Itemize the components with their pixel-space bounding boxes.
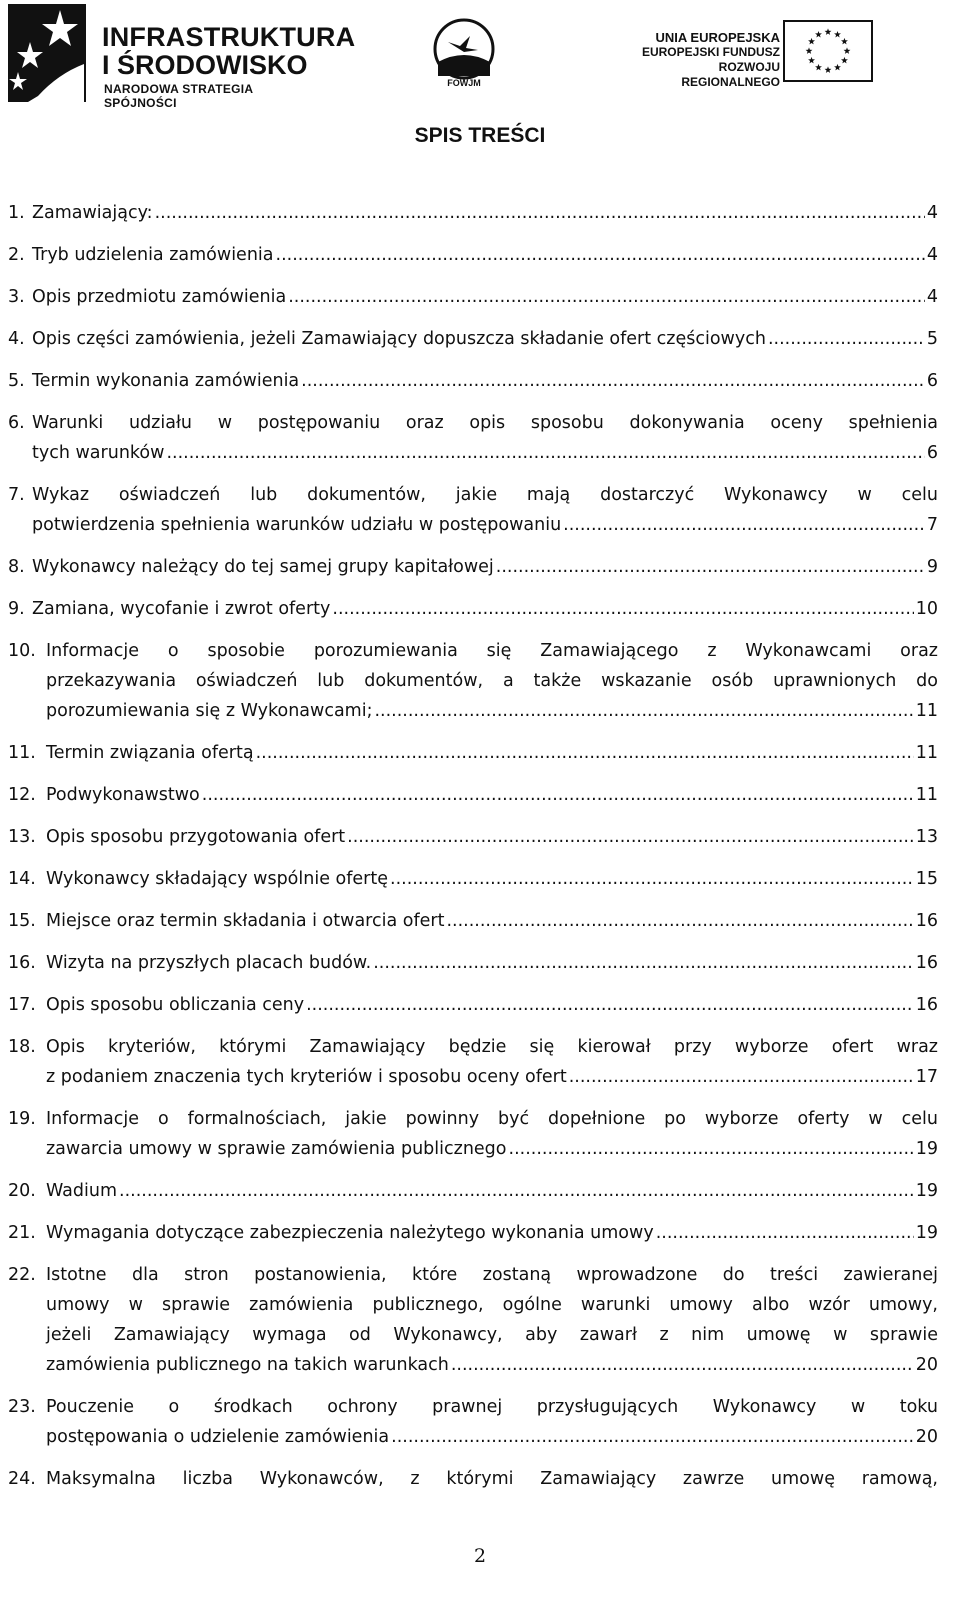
- toc-entry-text: zamówienia publicznego na takich warunkach: [46, 1355, 449, 1375]
- toc-entry-number: 2.: [8, 245, 25, 265]
- toc-dot-leader: [288, 282, 925, 312]
- toc-page-number: 4: [926, 287, 938, 307]
- eu-line-2: EUROPEJSKI FUNDUSZ: [641, 45, 780, 59]
- toc-dot-leader: [446, 906, 913, 936]
- toc-entry-number: 19.: [8, 1109, 36, 1129]
- toc-entry-text: postępowania o udzielenie zamówienia: [46, 1427, 390, 1447]
- toc-entry-number: 14.: [8, 869, 36, 889]
- toc-page-number: 19: [915, 1139, 938, 1159]
- toc-entry[interactable]: [8, 948, 938, 978]
- toc-entry-text: przekazywania oświadczeń lub dokumentów, a także wskazanie osób uprawnionych do: [46, 671, 938, 691]
- toc-entry-text: Termin wykonania zamówienia: [32, 371, 300, 391]
- eu-line-1: UNIA EUROPEJSKA: [655, 30, 780, 45]
- eu-line-3: ROZWOJU REGIONALNEGO: [681, 60, 780, 89]
- toc-entry-number: 7.: [8, 485, 25, 505]
- logo-line-3: NARODOWA STRATEGIA SPÓJNOŚCI: [104, 82, 253, 110]
- toc-entry-text: Tryb udzielenia zamówienia: [32, 245, 274, 265]
- toc-entry[interactable]: [8, 198, 938, 228]
- toc-page-number: 11: [915, 701, 938, 721]
- toc-entry-number: 9.: [8, 599, 25, 619]
- toc-page-number: 15: [915, 869, 938, 889]
- toc-dot-leader: [119, 1176, 914, 1206]
- toc-page-number: 11: [915, 785, 938, 805]
- toc-page-number: 4: [926, 245, 938, 265]
- toc-entry-text: Pouczenie o środkach ochrony prawnej przysługujących Wykonawcy w toku: [46, 1397, 938, 1417]
- toc-dot-leader: [509, 1134, 914, 1164]
- toc-entry[interactable]: [8, 906, 938, 936]
- toc-entry-number: 8.: [8, 557, 25, 577]
- toc-entry-number: 24.: [8, 1469, 36, 1489]
- toc-entry-text: Wadium: [46, 1181, 118, 1201]
- toc-entry-text: Opis sposobu przygotowania ofert: [46, 827, 346, 847]
- logo-line-1: INFRASTRUKTURA: [102, 22, 356, 52]
- toc-entry[interactable]: [8, 408, 938, 468]
- toc-entry-number: 11.: [8, 743, 36, 763]
- fowjm-caption: FOWJM: [447, 78, 481, 88]
- toc-entry[interactable]: [8, 990, 938, 1020]
- toc-dot-leader: [202, 780, 914, 810]
- toc-page-number: 6: [926, 443, 938, 463]
- toc-entry-text: umowy w sprawie zamówienia publicznego, ogólne warunki umowy albo wzór umowy,: [46, 1295, 938, 1315]
- toc-entry-text: tych warunków: [32, 443, 165, 463]
- toc-dot-leader: [373, 948, 914, 978]
- toc-entry-text: Miejsce oraz termin składania i otwarcia ofert: [46, 911, 445, 931]
- toc-entry-text: Wizyta na przyszłych placach budów.: [46, 953, 372, 973]
- toc-entry-number: 16.: [8, 953, 36, 973]
- eu-flag-icon: [783, 20, 873, 82]
- toc-dot-leader: [166, 438, 924, 468]
- toc-dot-leader: [301, 366, 925, 396]
- toc-page-number: 19: [915, 1223, 938, 1243]
- fowjm-logo: [430, 18, 500, 92]
- toc-dot-leader: [391, 1422, 914, 1452]
- toc-page-number: 9: [926, 557, 938, 577]
- toc-dot-leader: [563, 510, 925, 540]
- toc-entry-text: Podwykonawstwo: [46, 785, 200, 805]
- toc-entry-number: 1.: [8, 203, 25, 223]
- toc-entry-text: Wykonawcy składający wspólnie ofertę: [46, 869, 388, 889]
- toc-entry-text: jeżeli Zamawiający wymaga od Wykonawcy, aby zawarł z nim umowę w sprawie: [46, 1325, 938, 1345]
- toc-entry-text: Istotne dla stron postanowienia, które zostaną wprowadzone do treści zawieranej: [46, 1265, 938, 1285]
- toc-dot-leader: [374, 696, 913, 726]
- toc-page-number: 20: [915, 1427, 938, 1447]
- toc-entry-number: 20.: [8, 1181, 36, 1201]
- toc-dot-leader: [332, 594, 913, 624]
- toc-entry-number: 17.: [8, 995, 36, 1015]
- toc-entry[interactable]: [8, 780, 938, 810]
- table-of-contents: [8, 198, 938, 1506]
- toc-entry[interactable]: [8, 1218, 938, 1248]
- toc-page-number: 10: [915, 599, 938, 619]
- toc-page-number: 7: [926, 515, 938, 535]
- toc-entry-number: 18.: [8, 1037, 36, 1057]
- toc-entry[interactable]: [8, 738, 938, 768]
- toc-entry[interactable]: [8, 1176, 938, 1206]
- toc-entry[interactable]: [8, 1032, 938, 1092]
- toc-entry-text: Zamawiający:: [32, 203, 153, 223]
- toc-entry[interactable]: [8, 1260, 938, 1380]
- toc-page-number: 20: [915, 1355, 938, 1375]
- toc-dot-leader: [347, 822, 914, 852]
- toc-entry-text: zawarcia umowy w sprawie zamówienia publicznego: [46, 1139, 507, 1159]
- toc-entry-text: Wykaz oświadczeń lub dokumentów, jakie mają dostarczyć Wykonawcy w celu: [32, 485, 938, 505]
- toc-entry-number: 10.: [8, 641, 36, 661]
- toc-entry-text: Wykonawcy należący do tej samej grupy kapitałowej: [32, 557, 494, 577]
- toc-page-number: 16: [915, 953, 938, 973]
- toc-entry-text: potwierdzenia spełnienia warunków udziału w postępowaniu: [32, 515, 562, 535]
- toc-entry-number: 22.: [8, 1265, 36, 1285]
- toc-page-number: 5: [926, 329, 938, 349]
- toc-dot-leader: [451, 1350, 914, 1380]
- toc-entry[interactable]: [8, 282, 938, 312]
- toc-entry-text: Opis części zamówienia, jeżeli Zamawiający dopuszcza składanie ofert częściowych: [32, 329, 766, 349]
- toc-entry-number: 21.: [8, 1223, 36, 1243]
- toc-entry-number: 5.: [8, 371, 25, 391]
- fowjm-emblem-icon: [430, 18, 498, 80]
- toc-entry[interactable]: [8, 552, 938, 582]
- toc-page-number: 11: [915, 743, 938, 763]
- toc-page-number: 4: [926, 203, 938, 223]
- page-header: [0, 0, 960, 110]
- toc-dot-leader: [390, 864, 914, 894]
- toc-entry-number: 3.: [8, 287, 25, 307]
- toc-entry-text: Zamiana, wycofanie i zwrot oferty: [32, 599, 331, 619]
- toc-entry-text: porozumiewania się z Wykonawcami;: [46, 701, 373, 721]
- toc-page-number: 17: [915, 1067, 938, 1087]
- toc-dot-leader: [155, 198, 925, 228]
- toc-dot-leader: [276, 240, 925, 270]
- toc-dot-leader: [496, 552, 925, 582]
- toc-entry-number: 15.: [8, 911, 36, 931]
- toc-entry-text: Maksymalna liczba Wykonawców, z którymi Zamawiający zawrze umowę ramową,: [46, 1469, 938, 1489]
- infrastruktura-logo: [8, 2, 356, 110]
- toc-entry-text: Opis przedmiotu zamówienia: [32, 287, 287, 307]
- toc-entry-text: Wymagania dotyczące zabezpieczenia należytego wykonania umowy: [46, 1223, 654, 1243]
- toc-dot-leader: [768, 324, 925, 354]
- toc-entry-number: 4.: [8, 329, 25, 349]
- toc-entry[interactable]: [8, 822, 938, 852]
- toc-entry-text: Opis kryteriów, którymi Zamawiający będzie się kierował przy wyborze ofert wraz: [46, 1037, 938, 1057]
- toc-entry[interactable]: [8, 324, 938, 354]
- toc-page-number: 6: [926, 371, 938, 391]
- page-number: 2: [473, 1545, 487, 1567]
- toc-entry-text: Opis sposobu obliczania ceny: [46, 995, 305, 1015]
- toc-page-number: 16: [915, 911, 938, 931]
- toc-dot-leader: [256, 738, 914, 768]
- toc-entry[interactable]: [8, 1392, 938, 1452]
- toc-entry[interactable]: [8, 594, 938, 624]
- toc-entry[interactable]: [8, 366, 938, 396]
- toc-entry-number: 23.: [8, 1397, 36, 1417]
- logo-line-2: I ŚRODOWISKO: [102, 50, 308, 80]
- toc-entry-text: Warunki udziału w postępowaniu oraz opis sposobu dokonywania oceny spełnienia: [32, 413, 938, 433]
- toc-entry[interactable]: [8, 240, 938, 270]
- toc-dot-leader: [306, 990, 914, 1020]
- toc-entry[interactable]: [8, 636, 938, 726]
- eu-text: [640, 30, 780, 90]
- toc-page-number: 13: [915, 827, 938, 847]
- toc-entry-number: 12.: [8, 785, 36, 805]
- toc-entry[interactable]: [8, 480, 938, 540]
- toc-entry-text: Informacje o sposobie porozumiewania się Zamawiającego z Wykonawcami oraz: [46, 641, 938, 661]
- toc-entry[interactable]: [8, 864, 938, 894]
- infrastruktura-stars-icon: [8, 4, 86, 102]
- toc-entry-text: z podaniem znaczenia tych kryteriów i sposobu oceny ofert: [46, 1067, 567, 1087]
- toc-entry-text: Informacje o formalnościach, jakie powinny być dopełnione po wyborze oferty w celu: [46, 1109, 938, 1129]
- toc-entry[interactable]: [8, 1104, 938, 1164]
- page-title: SPIS TREŚCI: [414, 124, 546, 147]
- toc-dot-leader: [569, 1062, 914, 1092]
- toc-entry[interactable]: [8, 1464, 938, 1494]
- toc-dot-leader: [656, 1218, 914, 1248]
- toc-page-number: 16: [915, 995, 938, 1015]
- toc-entry-number: 6.: [8, 413, 25, 433]
- toc-entry-text: Termin związania ofertą: [46, 743, 254, 763]
- toc-page-number: 19: [915, 1181, 938, 1201]
- toc-entry-number: 13.: [8, 827, 36, 847]
